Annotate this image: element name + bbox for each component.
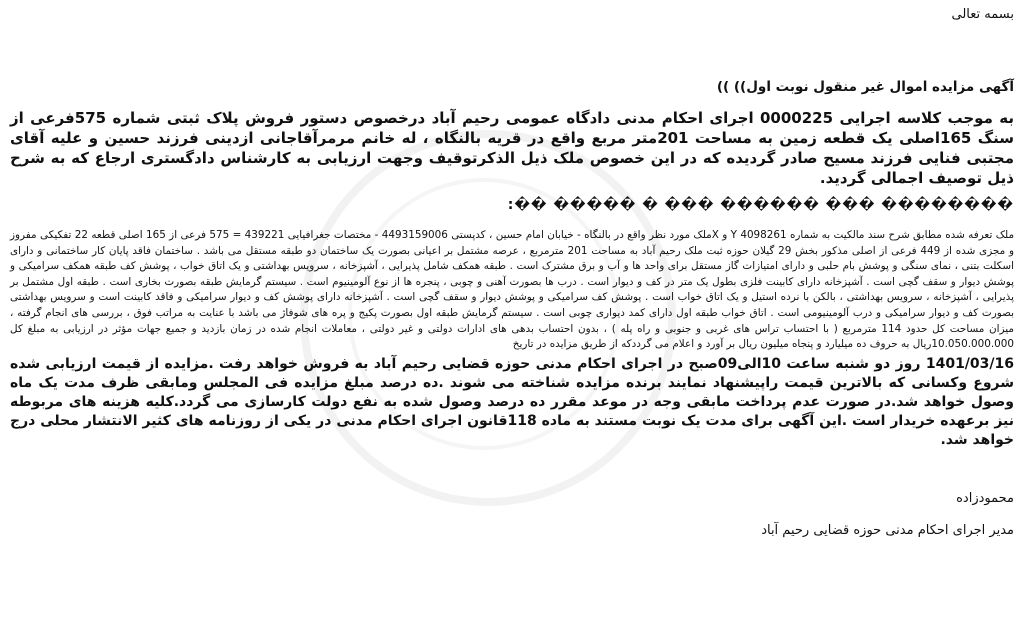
- signer-name: محمودزاده: [956, 490, 1014, 506]
- garbled-heading-line: �������� ��� ������ ��� � ����� ��:: [507, 197, 1014, 213]
- notice-title: آگهی مزایده اموال غیر منقول نوبت اول)) )): [716, 79, 1014, 95]
- property-details-paragraph: ملک تعرفه شده مطابق شرح سند مالکیت به شماره 4098261 Y و Xملک مورد نظر واقع در بالنگاه - خیابان امام حسین ، کدپستی 4493159006 - مختصات جغرافیایی 439221 = 575 فرعی از 165 اصلی قطعه 22 تفکیکی مفروز و مجزی شده از 449 فرعی از اصلی مذکور بخش 29 گیلان حوزه ثبت ملک رحیم آباد به مساحت 201 مترمربع ، عرصه مشتمل بر اعیانی بصورت یک ساختمان دو طبقه مستقل می باشد . ساختمان فاقد پایان کار ساختمانی و دارای اسکلت بتنی ، نمای سنگی و پوشش بام حلبی و دارای امتیازات گاز مستقل برای واحد ها و آب و برق مشترک است . طبقه همکف شامل پذیرایی ، آشپزخانه ، سرویس بهداشتی و یک اتاق خواب ، پوشش کف طبقه همکف سرامیکی و پوشش دیوار و سقف گچی است . آشپزخانه دارای کابینت فلزی بطول یک متر در کف و دیوار است . درب ها بصورت آهنی و چوبی ، پنجره ها از نوع آلومینیوم است . سیستم گرمایش طبقه بصورت بخاری است . طبقه اول مشتمل بر پذیرایی ، آشپزخانه ، سرویس بهداشتی ، بالکن با نرده استیل و یک اتاق خواب است . پوشش کف سرامیکی و پوشش دیوار و سقف گچی است . آشپزخانه دارای پوشش کف و دیوار سرامیکی و فاقد کابینت است و سرویس بهداشتی بصورت کف و دیوار سرامیکی و درب آلومینیومی است . اتاق خواب طبقه اول دارای کمد دیواری چوبی است . سیستم گرمایش طبقه اول بصورت پکیج و پره های شوفاژ می باشد با عنایت به مراتب فوق ، بررسی های انجام گرفته ، میزان مساحت کل حدود 114 مترمربع ( با احتساب تراس های غربی و جنوبی و راه پله ) ، بدون احتساب بدهی های ادارات دولتی و غیر دولتی ، معاملات انجام شده در زمان بازدید و جمیع جهات مؤثر در ارزیابی به مبلغ کل 10.050.000.000ریال به حروف ده میلیارد و پنجاه میلیون ریال بر آورد و اعلام می گرددکه از طریق مزایده در تاریخ: [10, 229, 1015, 351]
- auction-terms-paragraph: 1401/03/16 روز دو شنبه ساعت 10الی09صبح در اجرای احکام مدنی حوزه قضایی رحیم آباد به فروش خواهد رفت .مزایده از قیمت ارزیابی شده شروع وکسانی که بالاترین قیمت راپیشنهاد نمایند برنده مزایده شناخته می شوند .ده درصد مبلغ مزایده فی المجلس ومابقی ظرف مدت یک ماه وصول خواهد شد.در صورت عدم پرداخت مابقی وجه در موعد مقرر ده درصد وصول شده به نفع دولت کارسازی می گردد.کلیه هزینه های مربوطه نیز برعهده خریدار است .این آگهی برای مدت یک نوبت مستند به ماده 118قانون اجرای احکام مدنی در یکی از روزنامه های کثیر الانتشار محلی درج خواهد شد.: [10, 355, 1014, 448]
- signer-title: مدیر اجرای احکام مدنی حوزه قضایی رحیم آباد: [761, 522, 1014, 538]
- bismillah-heading: بسمه تعالی: [951, 7, 1014, 22]
- intro-paragraph: به موجب کلاسه اجرایی 0000225 اجرای احکام مدنی دادگاه عمومی رحیم آباد درخصوص دستور فروش پلاک ثبتی شماره 575فرعی از سنگ 165اصلی یک قطعه زمین به مساحت 201متر مربع واقع در قریه بالنگاه ، له خانم مرمرآقاجانی ازدینی فرزند حسین و علیه آقای مجتبی فنایی فرزند مسیح صادر گردیده که در این خصوص ملک ذیل الذکرتوقیف وجهت ارزیابی به کارشناس دادگستری ارجاع که به شرح ذیل توصیف اجمالی گردید.: [10, 109, 1015, 187]
